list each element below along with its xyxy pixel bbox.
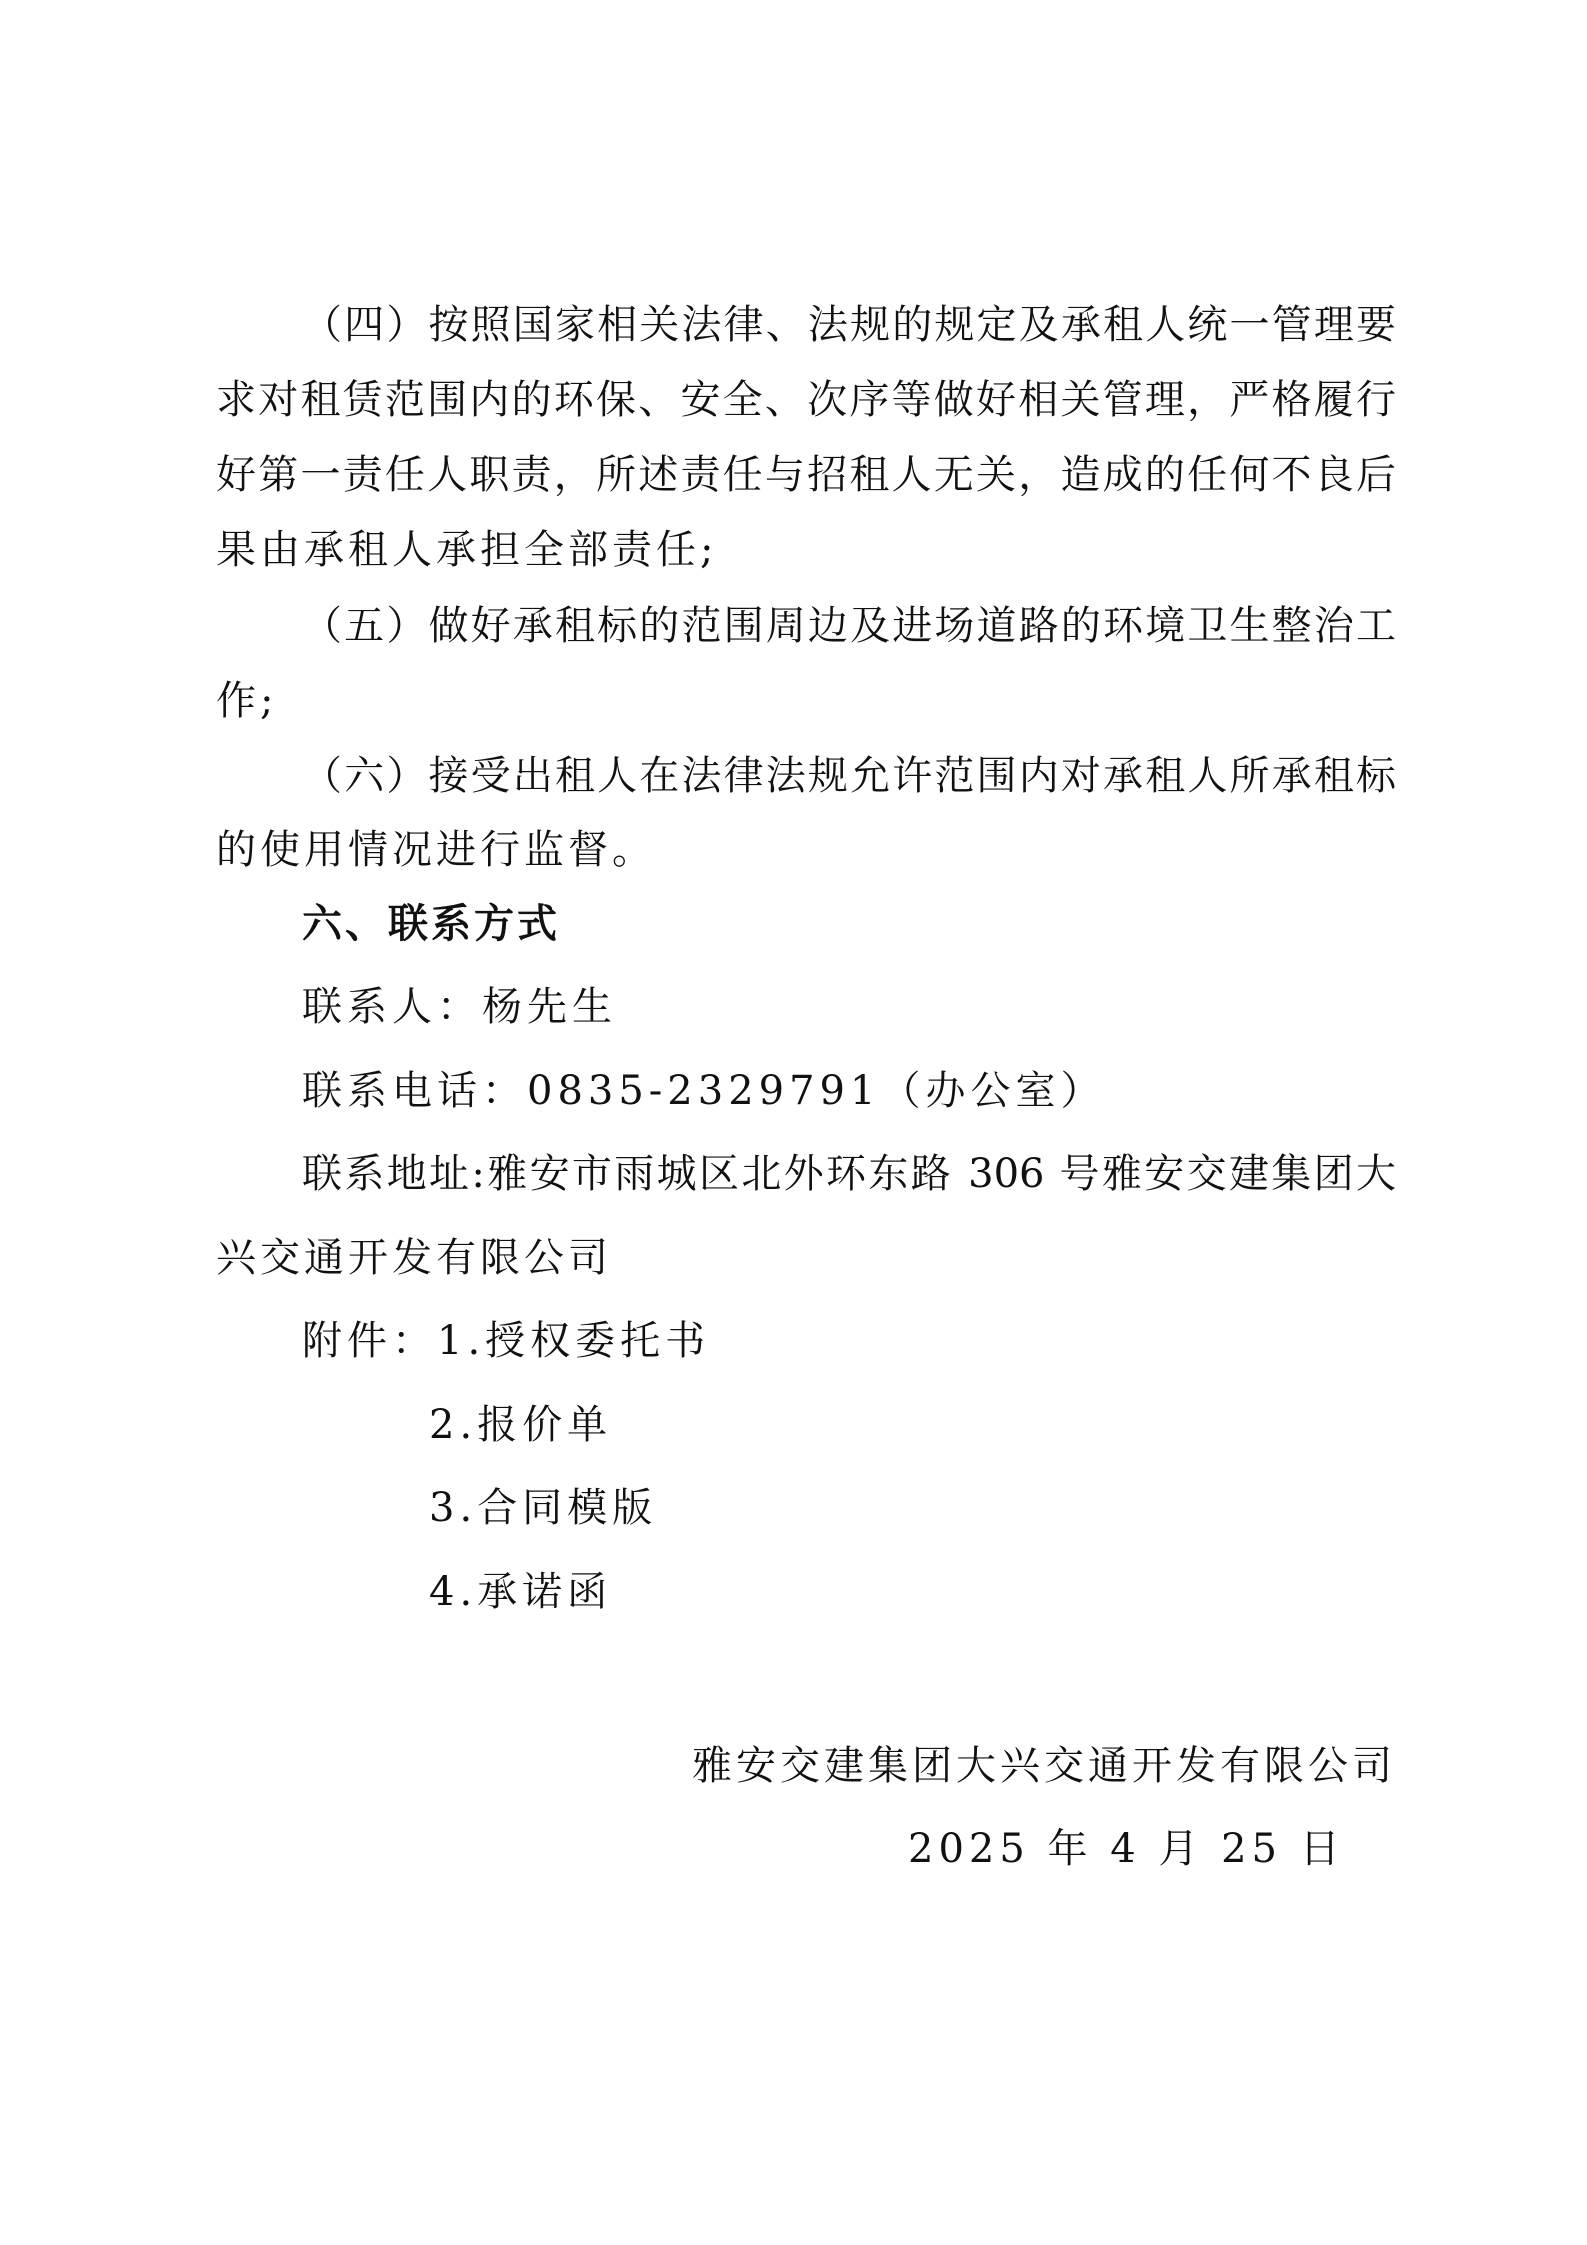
clause-4-line-4: 果由承租人承担全部责任; [216, 527, 718, 573]
contact-address-line-1: 联系地址:雅安市雨城区北外环东路 306 号雅安交建集团大 [302, 1151, 1396, 1197]
clause-5-line-2: 作; [216, 678, 278, 724]
clause-4-line-1: （四）按照国家相关法律、法规的规定及承租人统一管理要 [302, 302, 1396, 348]
clause-6-line-1: （六）接受出租人在法律法规允许范围内对承租人所承租标 [302, 753, 1396, 799]
attachment-2: 2.报价单 [429, 1402, 613, 1448]
contact-person: 联系人：杨先生 [302, 984, 617, 1030]
attachment-3: 3.合同模版 [429, 1485, 658, 1531]
clause-4-line-2: 求对租赁范围内的环保、安全、次序等做好相关管理，严格履行 [216, 377, 1396, 423]
contact-heading: 六、联系方式 [302, 900, 560, 947]
attachment-4: 4.承诺函 [429, 1569, 613, 1615]
signature-company: 雅安交建集团大兴交通开发有限公司 [692, 1743, 1396, 1789]
attachment-1: 附件：1.授权委托书 [302, 1318, 711, 1364]
clause-5-line-1: （五）做好承租标的范围周边及进场道路的环境卫生整治工 [302, 603, 1396, 649]
signature-date: 2025 年 4 月 25 日 [908, 1826, 1345, 1872]
clause-6-line-2: 的使用情况进行监督。 [216, 827, 656, 873]
clause-4-line-3: 好第一责任人职责，所述责任与招租人无关，造成的任何不良后 [216, 452, 1396, 498]
contact-phone: 联系电话：0835-2329791（办公室） [302, 1068, 1106, 1114]
contact-address-line-2: 兴交通开发有限公司 [216, 1235, 612, 1281]
